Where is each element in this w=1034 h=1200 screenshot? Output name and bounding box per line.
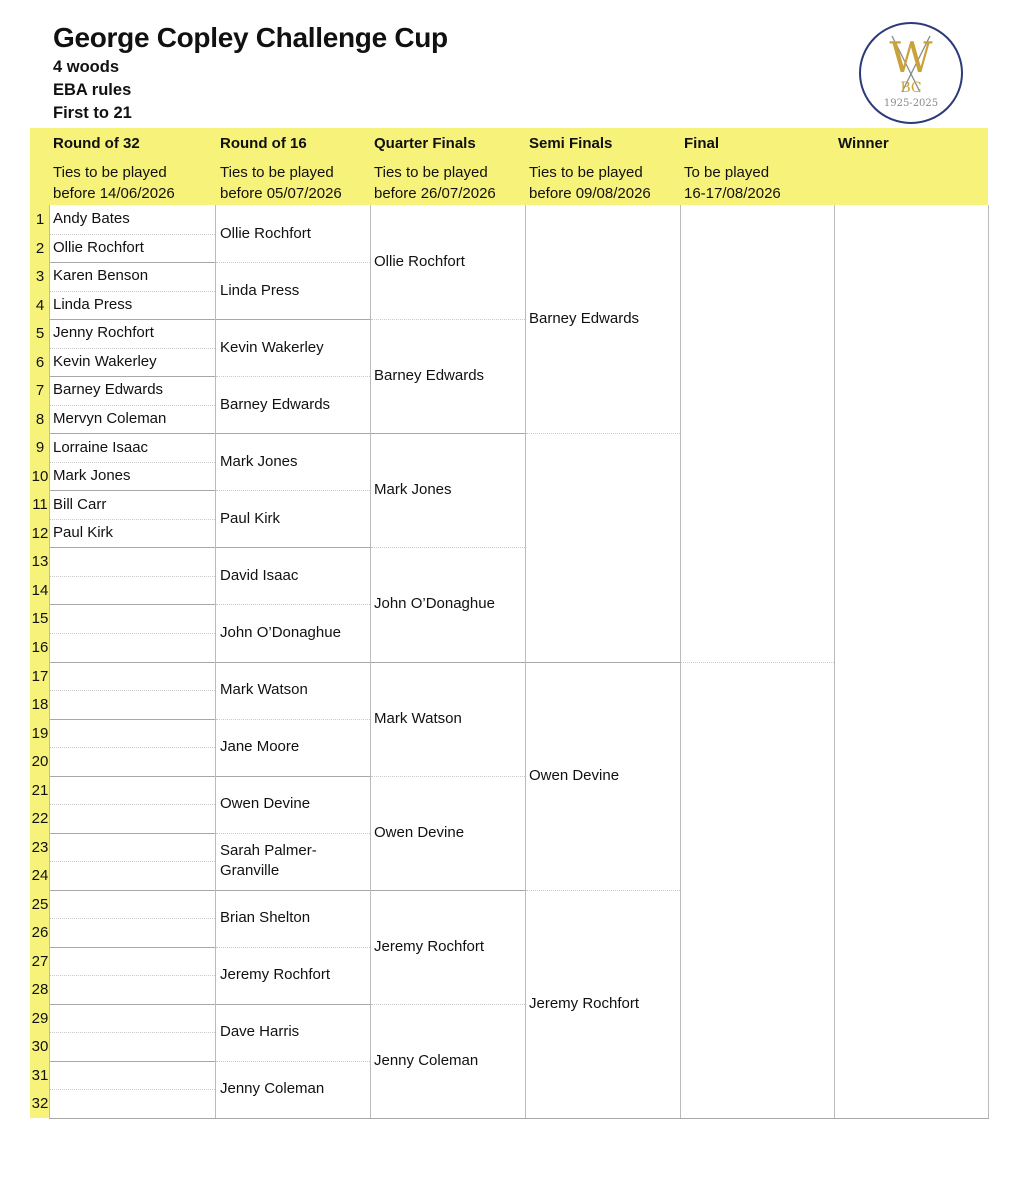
slot-number: 24 (31, 867, 49, 885)
quarter-final-entry[interactable]: Mark Jones (374, 481, 452, 499)
slot-divider (50, 433, 215, 434)
slot-number: 16 (31, 638, 49, 656)
slot-number: 25 (31, 895, 49, 913)
quarter-final-entry[interactable]: Jeremy Rochfort (374, 937, 485, 955)
slot-divider (216, 1004, 370, 1005)
quarter-final-entry[interactable]: Ollie Rochfort (374, 253, 465, 271)
slot-divider (50, 633, 215, 634)
round16-entry[interactable]: Paul Kirk (220, 509, 281, 527)
slot-number: 12 (31, 524, 49, 542)
column-schedule (220, 162, 372, 204)
round16-entry[interactable]: Sarah Palmer-Granville (220, 842, 317, 880)
slot-divider (50, 776, 215, 777)
slot-divider (50, 576, 215, 577)
round16-entry[interactable]: Owen Devine (220, 795, 311, 813)
semi-final-entry[interactable]: Jeremy Rochfort (529, 994, 640, 1012)
slot-number: 2 (35, 239, 45, 257)
slot-divider (526, 662, 680, 663)
slot-divider (216, 1061, 370, 1062)
slot-divider (216, 490, 370, 491)
slot-divider (216, 776, 370, 777)
schedule-line: Ties to be played (374, 164, 488, 181)
slot-divider (50, 719, 215, 720)
slot-divider (50, 861, 215, 862)
column-divider (834, 205, 835, 1118)
slot-divider (50, 1089, 215, 1090)
slot-divider (50, 519, 215, 520)
column-schedule (53, 162, 205, 204)
schedule-line: before 26/07/2026 (374, 185, 496, 202)
slot-divider (50, 376, 215, 377)
slot-number: 1 (35, 211, 45, 228)
slot-divider (371, 547, 525, 548)
slot-number: 17 (31, 667, 49, 685)
round32-entry[interactable]: Barney Edwards (53, 381, 164, 399)
slot-number: 32 (31, 1095, 49, 1113)
slot-number: 7 (35, 382, 45, 400)
schedule-line: Ties to be played (220, 164, 334, 181)
slot-number: 6 (35, 353, 45, 371)
slot-number: 30 (31, 1038, 49, 1056)
column-title: Round of 16 (220, 135, 307, 152)
round16-entry[interactable]: Ollie Rochfort (220, 224, 311, 242)
round16-entry[interactable]: Mark Jones (220, 452, 298, 470)
slot-divider (526, 890, 680, 891)
slot-divider (526, 433, 680, 434)
round16-entry[interactable]: David Isaac (220, 566, 299, 584)
slot-divider (50, 291, 215, 292)
format-woods: 4 woods (53, 58, 120, 76)
schedule-line: Ties to be played (53, 164, 167, 181)
slot-divider (216, 262, 370, 263)
round32-entry[interactable]: Bill Carr (53, 495, 107, 513)
schedule-line: 16-17/08/2026 (684, 185, 781, 202)
slot-divider (50, 833, 215, 834)
round32-entry[interactable]: Mervyn Coleman (53, 409, 167, 427)
slot-number: 21 (31, 781, 49, 799)
slot-divider (216, 719, 370, 720)
column-schedule (374, 162, 526, 204)
column-title: Final (684, 135, 720, 152)
logo-initials: BC (900, 80, 922, 96)
schedule-line: before 14/06/2026 (53, 185, 175, 202)
slot-divider (50, 462, 215, 463)
column-title: Semi Finals (529, 135, 613, 152)
schedule-line: To be played (684, 164, 770, 181)
slot-divider (50, 804, 215, 805)
slot-divider (681, 662, 834, 663)
slot-divider (50, 604, 215, 605)
column-divider (988, 205, 989, 1118)
slot-number: 14 (31, 581, 49, 599)
round32-entry[interactable]: Mark Jones (53, 467, 131, 485)
slot-divider (50, 1004, 215, 1005)
slot-divider (216, 947, 370, 948)
slot-divider (371, 890, 525, 891)
semi-final-entry[interactable]: Barney Edwards (529, 310, 640, 328)
slot-divider (371, 662, 525, 663)
slot-divider (371, 433, 525, 434)
slot-divider (216, 604, 370, 605)
slot-divider (216, 547, 370, 548)
round16-entry[interactable]: Dave Harris (220, 1023, 300, 1041)
slot-number: 5 (35, 325, 45, 343)
column-title: Winner (838, 135, 889, 152)
slot-divider (216, 662, 370, 663)
slot-divider (371, 776, 525, 777)
logo-monogram: W (889, 33, 933, 82)
slot-number: 27 (31, 952, 49, 970)
logo-years: 1925-2025 (883, 98, 939, 109)
slot-number: 3 (35, 268, 45, 286)
slot-divider (50, 405, 215, 406)
column-title: Quarter Finals (374, 135, 476, 152)
slot-divider (216, 890, 370, 891)
slot-divider (50, 348, 215, 349)
column-title: Round of 32 (53, 135, 140, 152)
slot-divider (216, 319, 370, 320)
round16-entry[interactable]: Jenny Coleman (220, 1080, 325, 1098)
round16-entry[interactable]: John O’Donaghue (220, 623, 341, 641)
round16-entry[interactable]: Brian Shelton (220, 909, 311, 927)
slot-number: 10 (31, 467, 49, 485)
slot-divider (50, 547, 215, 548)
round32-entry[interactable]: Lorraine Isaac (53, 438, 149, 456)
slot-divider (50, 1032, 215, 1033)
slot-number: 20 (31, 753, 49, 771)
schedule-line: before 05/07/2026 (220, 185, 342, 202)
round16-entry[interactable]: Barney Edwards (220, 395, 331, 413)
slot-number: 28 (31, 981, 49, 999)
slot-number: 9 (35, 439, 45, 457)
slot-divider (216, 433, 370, 434)
round32-entry[interactable]: Linda Press (53, 295, 133, 313)
round32-entry[interactable]: Kevin Wakerley (53, 352, 157, 370)
bracket-bottom-line (49, 1118, 989, 1119)
slot-divider (50, 947, 215, 948)
slot-number: 31 (31, 1066, 49, 1084)
slot-number: 15 (31, 610, 49, 628)
format-rules: EBA rules (53, 81, 132, 99)
slot-divider (50, 918, 215, 919)
slot-divider (50, 975, 215, 976)
round16-entry[interactable]: Kevin Wakerley (220, 338, 324, 356)
slot-number: 11 (32, 496, 48, 514)
round32-entry[interactable]: Andy Bates (53, 210, 130, 228)
schedule-line: before 09/08/2026 (529, 185, 651, 202)
slot-divider (50, 490, 215, 491)
slot-number: 26 (31, 924, 49, 942)
page-title: George Copley Challenge Cup (53, 22, 448, 53)
round32-entry[interactable]: Paul Kirk (53, 524, 114, 542)
slot-number: 19 (31, 724, 49, 742)
quarter-final-entry[interactable]: Owen Devine (374, 823, 465, 841)
schedule-line: Ties to be played (529, 164, 643, 181)
quarter-final-entry[interactable]: Mark Watson (374, 709, 462, 727)
slot-divider (216, 833, 370, 834)
round16-entry[interactable]: Linda Press (220, 281, 300, 299)
slot-divider (216, 376, 370, 377)
round16-entry[interactable]: Jeremy Rochfort (220, 966, 331, 984)
semi-final-entry[interactable]: Owen Devine (529, 766, 620, 784)
slot-number: 8 (35, 410, 45, 428)
club-logo (858, 22, 964, 124)
slot-divider (50, 890, 215, 891)
round16-entry[interactable]: Jane Moore (220, 738, 300, 756)
slot-number: 22 (31, 810, 49, 828)
slot-divider (50, 1061, 215, 1062)
slot-divider (50, 662, 215, 663)
slot-divider (50, 262, 215, 263)
slot-divider (371, 319, 525, 320)
slot-divider (50, 234, 215, 235)
slot-divider (371, 1004, 525, 1005)
column-schedule (529, 162, 681, 204)
round16-entry[interactable]: Mark Watson (220, 681, 308, 699)
column-schedule (684, 162, 836, 204)
quarter-final-entry[interactable]: John O’Donaghue (374, 595, 495, 613)
format-target: First to 21 (53, 104, 132, 122)
slot-number: 13 (31, 553, 49, 571)
slot-number: 4 (35, 296, 45, 314)
slot-number: 18 (31, 696, 49, 714)
quarter-final-entry[interactable]: Barney Edwards (374, 367, 485, 385)
round32-entry[interactable]: Karen Benson (53, 267, 149, 285)
slot-divider (50, 747, 215, 748)
quarter-final-entry[interactable]: Jenny Coleman (374, 1051, 479, 1069)
slot-divider (50, 690, 215, 691)
slot-number: 23 (31, 838, 49, 856)
slot-divider (50, 319, 215, 320)
round32-entry[interactable]: Ollie Rochfort (53, 238, 144, 256)
round32-entry[interactable]: Jenny Rochfort (53, 324, 154, 342)
slot-number: 29 (31, 1009, 49, 1027)
